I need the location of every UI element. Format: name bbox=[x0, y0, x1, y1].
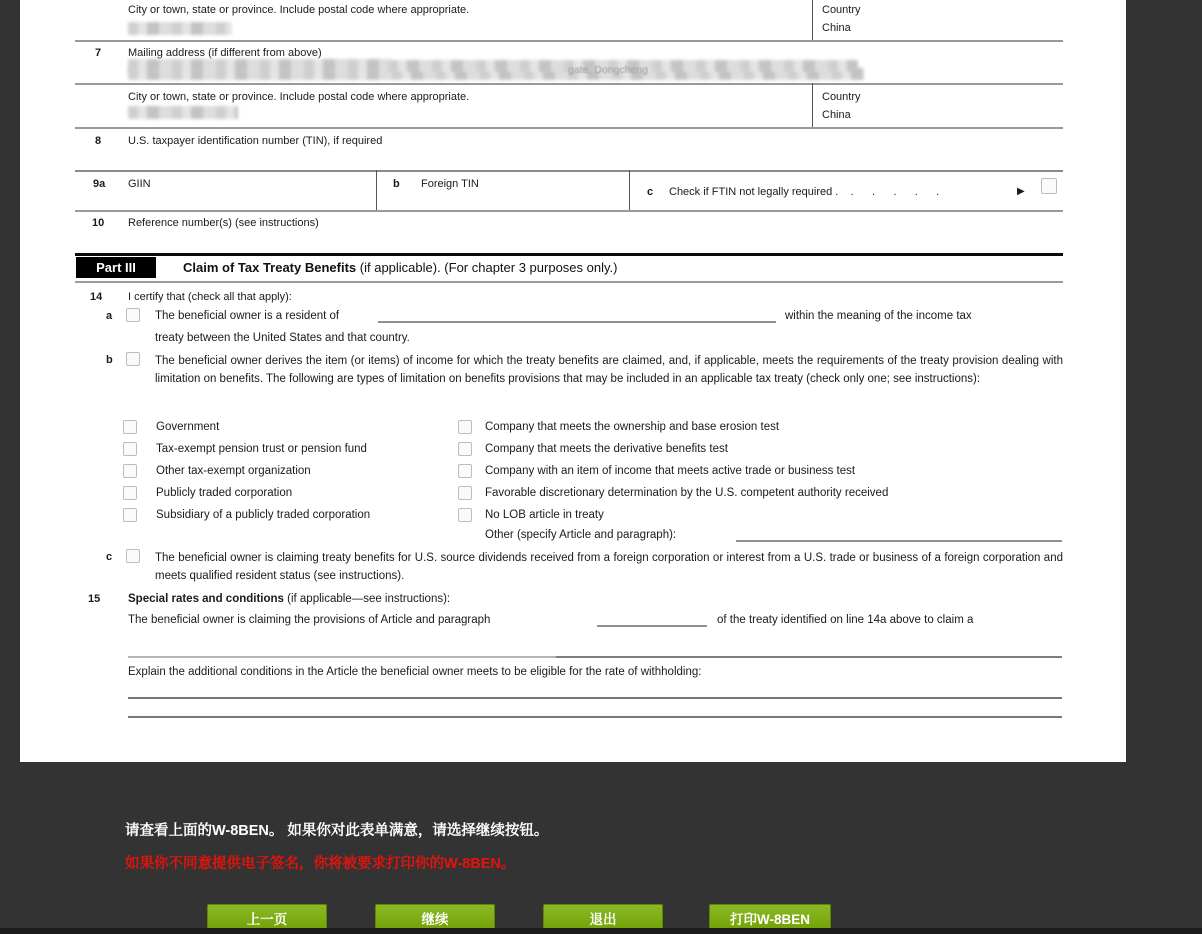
country1-label: Country bbox=[822, 4, 861, 16]
line14b-letter: b bbox=[106, 354, 113, 366]
line15-number: 15 bbox=[88, 593, 101, 605]
foreign-tin-label: Foreign TIN bbox=[421, 178, 479, 190]
country2-value: China bbox=[822, 109, 851, 121]
derivative-benefits-checkbox bbox=[458, 442, 472, 456]
review-instruction-text: 请查看上面的W-8BEN。 如果你对此表单满意，请选择继续按钮。 bbox=[125, 823, 549, 839]
row9b-letter: b bbox=[393, 178, 400, 190]
line15-article-blank bbox=[597, 625, 707, 627]
line15-income-blank bbox=[556, 656, 1062, 658]
line14a-text-line2: treaty between the United States and that country. bbox=[155, 332, 410, 344]
other-specify-label: Other (specify Article and paragraph): bbox=[485, 529, 677, 541]
w8ben-form-preview bbox=[20, 0, 1126, 762]
other-tax-exempt-label: Other tax-exempt organization bbox=[156, 465, 311, 477]
line14a-country-blank bbox=[378, 321, 776, 323]
ftin-not-required-label: Check if FTIN not legally required . . . . . . bbox=[669, 186, 940, 198]
subsidiary-label: Subsidiary of a publicly traded corporation bbox=[156, 509, 371, 521]
country2-column-divider bbox=[812, 83, 813, 127]
ftin-not-required-checkbox bbox=[1041, 178, 1057, 194]
country2-label: Country bbox=[822, 91, 861, 103]
line14c-letter: c bbox=[106, 551, 113, 563]
row9-column-divider bbox=[629, 170, 630, 210]
ownership-base-erosion-label: Company that meets the ownership and base erosion test bbox=[485, 421, 780, 433]
line14-number: 14 bbox=[90, 291, 103, 303]
exit-button[interactable]: 退出 bbox=[543, 904, 663, 931]
city-row1-label: City or town, state or province. Include postal code where appropriate. bbox=[128, 4, 470, 16]
line14a-letter: a bbox=[106, 310, 113, 322]
country1-value: China bbox=[822, 22, 851, 34]
part3-badge: Part III bbox=[76, 257, 156, 278]
country1-column-divider bbox=[812, 0, 813, 40]
redacted-city-value bbox=[128, 106, 238, 119]
tax-exempt-pension-checkbox bbox=[123, 442, 137, 456]
line15-sentence-before: The beneficial owner is claiming the provisions of Article and paragraph bbox=[128, 614, 491, 626]
explain-label: Explain the additional conditions in the Article the beneficial owner meets to be eligible for the rate of withholding: bbox=[128, 666, 702, 678]
part3-top-rule bbox=[75, 253, 1063, 256]
no-lob-label: No LOB article in treaty bbox=[485, 509, 604, 521]
row9c-letter: c bbox=[647, 186, 654, 198]
line14a-checkbox bbox=[126, 308, 140, 322]
government-checkbox bbox=[123, 420, 137, 434]
no-lob-checkbox bbox=[458, 508, 472, 522]
derivative-benefits-label: Company that meets the derivative benefits test bbox=[485, 443, 728, 455]
row-divider bbox=[75, 127, 1063, 129]
row-divider bbox=[75, 83, 1063, 85]
ownership-base-erosion-checkbox bbox=[458, 420, 472, 434]
row10-label: Reference number(s) (see instructions) bbox=[128, 217, 319, 229]
part3-title: Claim of Tax Treaty Benefits (if applicable). (For chapter 3 purposes only.) bbox=[183, 260, 618, 275]
line14c-checkbox bbox=[126, 549, 140, 563]
line14a-text-before: The beneficial owner is a resident of bbox=[155, 310, 340, 322]
row9a-number: 9a bbox=[93, 178, 106, 190]
line15-label: Special rates and conditions (if applicable—see instructions): bbox=[128, 593, 451, 605]
part3-bottom-rule bbox=[75, 281, 1063, 283]
row7-number: 7 bbox=[95, 47, 102, 59]
line14a-text-after: within the meaning of the income tax bbox=[785, 310, 972, 322]
explain-writing-line bbox=[128, 697, 1062, 699]
redacted-city-value bbox=[128, 22, 232, 35]
esign-warning-text: 如果你不同意提供电子签名，你将被要求打印你的W-8BEN。 bbox=[125, 856, 516, 872]
row-divider bbox=[75, 210, 1063, 212]
subsidiary-checkbox bbox=[123, 508, 137, 522]
redacted-address-fragment: gate, Dongcheng bbox=[568, 64, 648, 76]
tax-exempt-pension-label: Tax-exempt pension trust or pension fund bbox=[156, 443, 367, 455]
pointer-arrow-icon: ▶ bbox=[1017, 186, 1025, 197]
favorable-determination-checkbox bbox=[458, 486, 472, 500]
active-trade-checkbox bbox=[458, 464, 472, 478]
row8-label: U.S. taxpayer identification number (TIN), if required bbox=[128, 135, 383, 147]
publicly-traded-checkbox bbox=[123, 486, 137, 500]
row-divider bbox=[75, 40, 1063, 42]
continue-button[interactable]: 继续 bbox=[375, 904, 495, 931]
row7-label: Mailing address (if different from above) bbox=[128, 47, 322, 59]
publicly-traded-label: Publicly traded corporation bbox=[156, 487, 293, 499]
line15-rate-blank bbox=[128, 656, 556, 658]
row8-number: 8 bbox=[95, 135, 102, 147]
bottom-edge-strip bbox=[0, 928, 1202, 934]
line14b-paragraph: The beneficial owner derives the item (or items) of income for which the treaty benefits are claimed, and, if applicable, meets the requirements of the treaty provision dealing with limitation on benefits. The following are types of limitation on benefits provisions that may be included in an applicable tax treaty (check only one; see instructions): bbox=[155, 355, 1063, 385]
other-tax-exempt-checkbox bbox=[123, 464, 137, 478]
row-divider bbox=[75, 170, 1063, 172]
row10-number: 10 bbox=[92, 217, 105, 229]
other-specify-blank bbox=[736, 540, 1062, 542]
line14c-paragraph: The beneficial owner is claiming treaty benefits for U.S. source dividends received from a foreign corporation or interest from a U.S. trade or business of a foreign corporation and meets qualified resident status (see instructions). bbox=[155, 552, 1063, 582]
dot-leader: . . . . . bbox=[838, 186, 940, 198]
previous-page-button[interactable]: 上一页 bbox=[207, 904, 327, 931]
giin-label: GIIN bbox=[128, 178, 151, 190]
active-trade-label: Company with an item of income that meets active trade or business test bbox=[485, 465, 856, 477]
government-label: Government bbox=[156, 421, 220, 433]
favorable-determination-label: Favorable discretionary determination by the U.S. competent authority received bbox=[485, 487, 889, 499]
city-row2-label: City or town, state or province. Include postal code where appropriate. bbox=[128, 91, 470, 103]
line14-label: I certify that (check all that apply): bbox=[128, 291, 292, 303]
line15-sentence-after: of the treaty identified on line 14a above to claim a bbox=[717, 614, 974, 626]
row9-column-divider bbox=[376, 170, 377, 210]
explain-writing-line bbox=[128, 716, 1062, 718]
print-w8ben-button[interactable]: 打印W-8BEN bbox=[709, 904, 831, 931]
line14b-checkbox bbox=[126, 352, 140, 366]
